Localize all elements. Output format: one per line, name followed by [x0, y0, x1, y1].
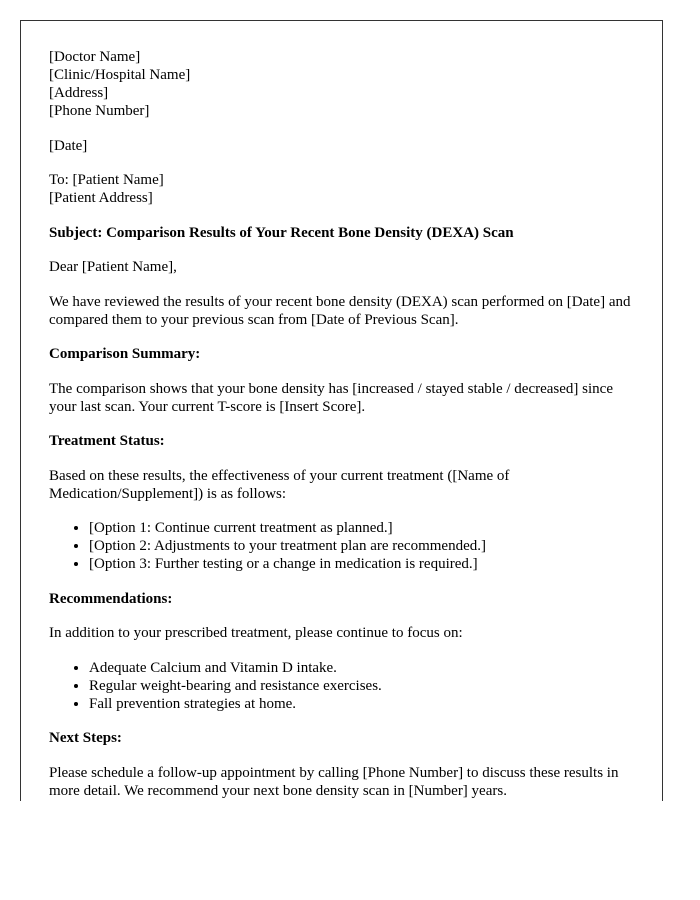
- next-steps-heading: Next Steps:: [49, 730, 122, 746]
- phone-number: [Phone Number]: [49, 103, 150, 119]
- list-item: • [Option 3: Further testing or a change in medication is required.]: [89, 555, 635, 573]
- list-item: • Regular weight-bearing and resistance exercises.: [89, 677, 635, 695]
- recommendations-list: [49, 659, 635, 713]
- next-steps-text: Please schedule a follow-up appointment by calling [Phone Number] to discuss these results in more detail. We recommend your next bone density scan in [Number] years.: [49, 764, 619, 799]
- list-item: • Adequate Calcium and Vitamin D intake.: [89, 659, 635, 677]
- doctor-name: [Doctor Name]: [49, 49, 141, 65]
- salutation: Dear [Patient Name],: [49, 259, 177, 275]
- treatment-options-list: [49, 519, 635, 573]
- sender-block: [49, 48, 635, 120]
- recipient-block: [49, 171, 635, 207]
- comparison-heading: Comparison Summary:: [49, 346, 201, 362]
- recommendations-text: In addition to your prescribed treatment, please continue to focus on:: [49, 625, 463, 641]
- letter-date: [Date]: [49, 137, 88, 154]
- letter: [20, 20, 663, 801]
- treatment-heading: Treatment Status:: [49, 433, 165, 449]
- list-item: • [Option 2: Adjustments to your treatment plan are recommended.]: [89, 537, 635, 555]
- patient-address: [Patient Address]: [49, 190, 153, 206]
- patient-name: To: [Patient Name]: [49, 172, 164, 188]
- list-item: • [Option 1: Continue current treatment as planned.]: [89, 519, 635, 537]
- treatment-text: Based on these results, the effectiveness of your current treatment ([Name of Medication/Supplement]) is as follows:: [49, 467, 510, 502]
- address: [Address]: [49, 85, 109, 101]
- clinic-name: [Clinic/Hospital Name]: [49, 67, 191, 83]
- subject-line: Subject: Comparison Results of Your Recent Bone Density (DEXA) Scan: [49, 224, 514, 241]
- list-item: • Fall prevention strategies at home.: [89, 695, 635, 713]
- comparison-text: The comparison shows that your bone density has [increased / stayed stable / decreased] since your last scan. Your current T-score is [Insert Score].: [49, 380, 613, 415]
- intro-paragraph: We have reviewed the results of your recent bone density (DEXA) scan performed on [Date] and compared them to your previous scan from [Date of Previous Scan].: [49, 293, 631, 328]
- recommendations-heading: Recommendations:: [49, 590, 173, 607]
